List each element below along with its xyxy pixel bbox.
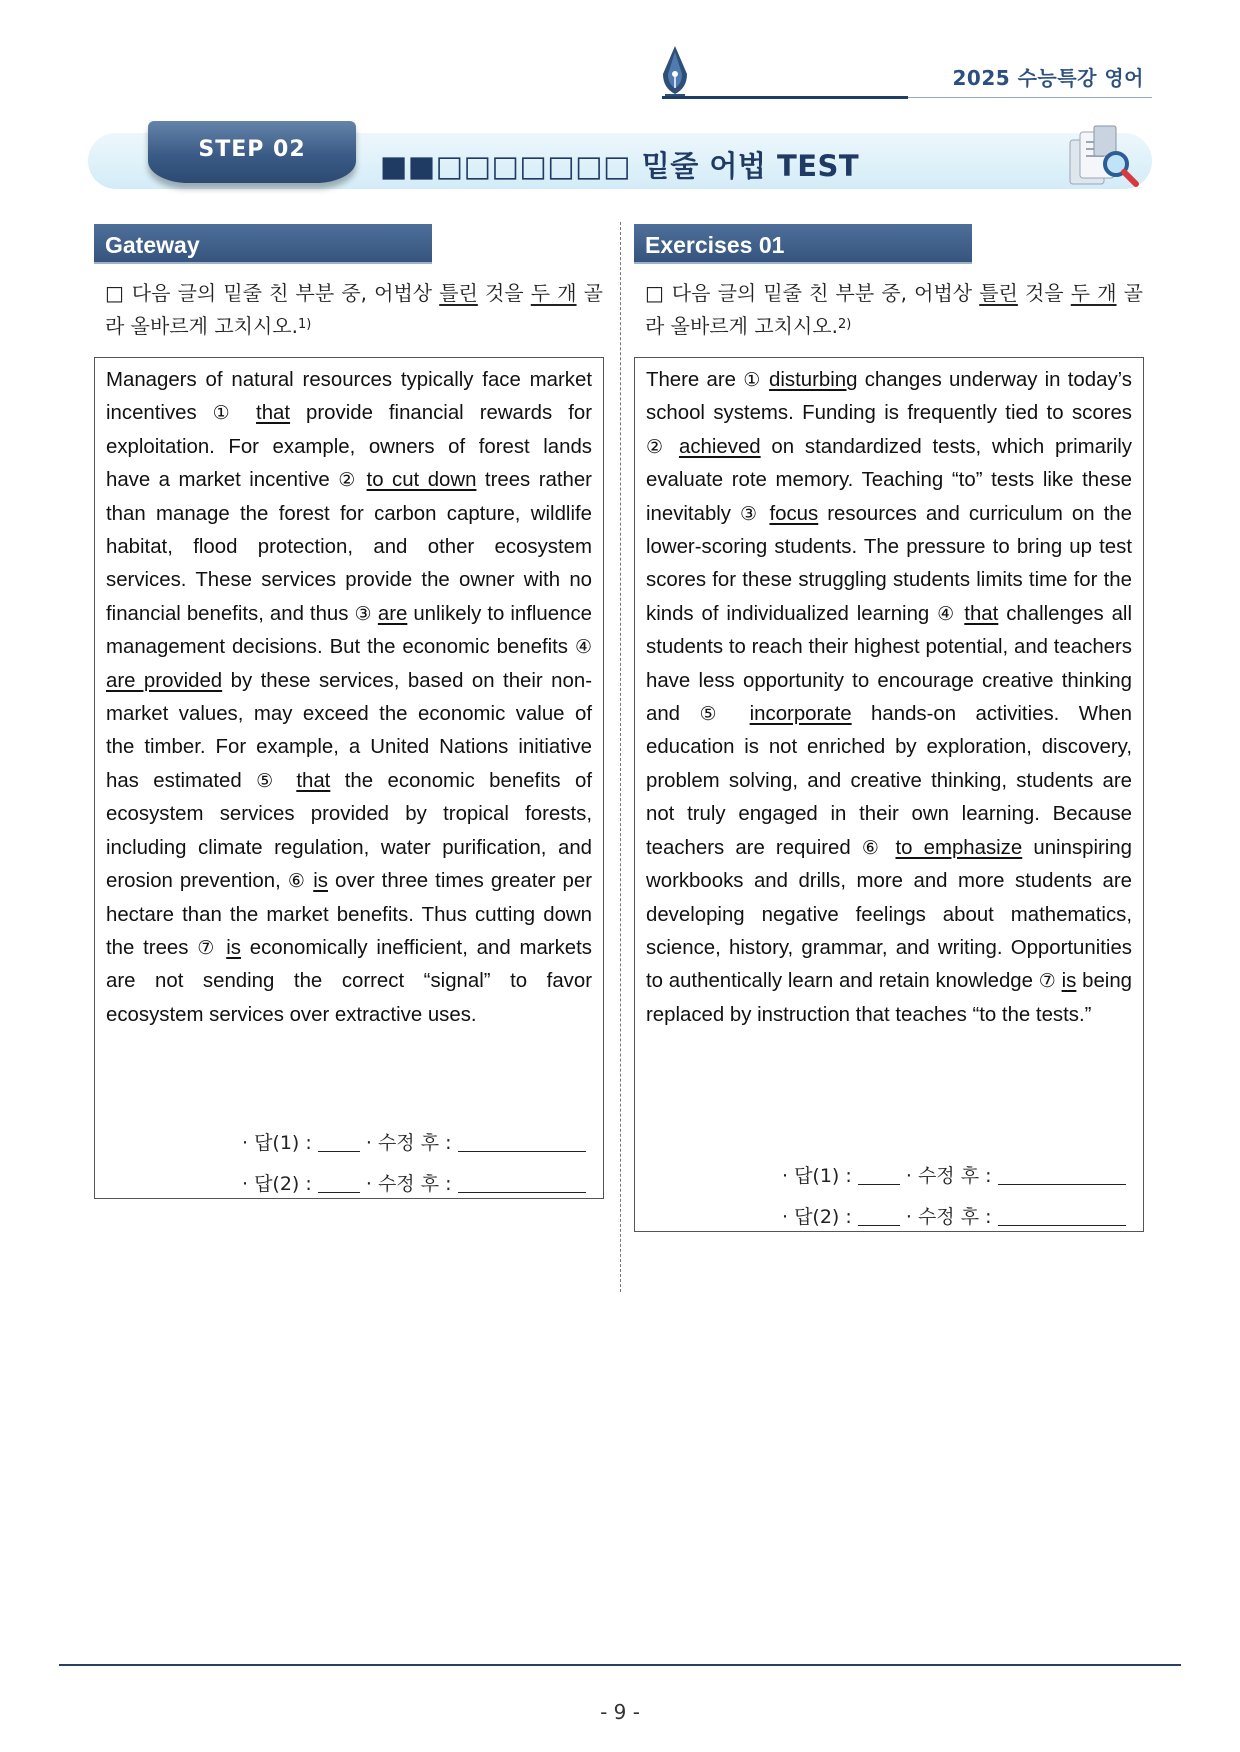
instruction-start: □ 다음 글의 밑줄 친 부분 중, 어법상	[105, 281, 440, 305]
passage-text: There are	[646, 369, 744, 391]
instruction-end: 골라 올바르게 고치시오.	[105, 281, 603, 338]
column-divider	[620, 222, 621, 1292]
instruction-underline-wrong: 틀린	[979, 281, 1018, 305]
underlined-choice-1: that	[256, 402, 291, 425]
passage-text: challenges all students to reach their highest potential, and teachers have less opportunity to encourage creative thinking and	[646, 602, 1132, 726]
fix-blank[interactable]	[998, 1225, 1126, 1226]
passage-text: on standardized tests, which primarily evaluate rote memory. Teaching “to” tests like these inevitably	[646, 435, 1132, 525]
passage-text: being replaced by instruction that teaches “to the tests.”	[646, 970, 1133, 1026]
choice-number: ⑥	[287, 870, 307, 893]
choice-number: ③	[354, 602, 372, 625]
exercises-heading: Exercises 01	[634, 224, 972, 264]
fix-blank[interactable]	[458, 1151, 586, 1152]
underlined-choice-4: are provided	[106, 669, 223, 692]
underlined-choice-6: is	[313, 870, 328, 893]
passage-text: unlikely to influence management decisions. But the economic benefits	[106, 602, 592, 659]
choice-number: ⑤	[699, 703, 731, 726]
choice-number: ④	[937, 602, 957, 625]
underlined-choice-7: is	[226, 936, 241, 959]
underlined-choice-2: to cut down	[366, 469, 477, 492]
fix-label: · 수정 후 :	[359, 1173, 458, 1195]
fix-label: · 수정 후 :	[899, 1206, 998, 1228]
passage-text: trees rather than manage the forest for carbon capture, wildlife habitat, flood protection, and other ecosystem services. These services provide the owner with no financial benefits, and thus	[106, 469, 592, 625]
passage-text: uninspiring workbooks and drills, more and more students are developing negative feelings about mathematics, science, history, grammar, and writing. Opportunities to authentically learn and retain knowledge	[646, 836, 1132, 993]
underlined-choice-2: achieved	[679, 435, 761, 458]
exercises-instruction	[645, 278, 1143, 342]
passage-text: provide financial rewards for exploitation. For example, owners of forest lands have a market incentive	[106, 402, 593, 492]
passage-text: hands-on activities. When education is not enriched by exploration, discovery, problem solving, and creative thinking, students are not truly engaged in their own learning. Because teachers are required	[646, 703, 1132, 859]
underlined-choice-3: are	[377, 602, 408, 625]
answer-label: · 답(2) :	[242, 1173, 318, 1195]
answer-blank[interactable]	[858, 1225, 900, 1226]
instruction-end: 골라 올바르게 고치시오.	[645, 281, 1143, 338]
footer-rule	[59, 1664, 1181, 1666]
gateway-answer-row-1	[242, 1128, 586, 1155]
answer-label: · 답(2) :	[782, 1206, 858, 1228]
documents-magnifier-icon	[1064, 124, 1144, 190]
page-number: - 9 -	[600, 1700, 640, 1724]
choice-number: ①	[743, 369, 762, 391]
fix-blank[interactable]	[458, 1192, 586, 1193]
choice-number: ③	[740, 502, 761, 525]
gateway-passage-box	[94, 357, 604, 1199]
choice-number: ④	[574, 636, 592, 659]
choice-number: ⑦	[197, 936, 218, 959]
gateway-passage	[106, 364, 592, 1032]
passage-text: by these services, based on their non-market values, may exceed the economic value of the timber. For example, a United Nations initiative has estimated	[106, 669, 592, 792]
exercises-passage	[646, 364, 1132, 1032]
answer-blank[interactable]	[318, 1192, 360, 1193]
fix-label: · 수정 후 :	[899, 1165, 998, 1187]
header-rule	[662, 96, 908, 99]
underlined-choice-4: that	[964, 602, 999, 625]
underlined-choice-7: is	[1061, 970, 1077, 993]
choice-number: ⑦	[1038, 970, 1056, 993]
passage-text: resources and curriculum on the lower-scoring students. The pressure to bring up test scores for these struggling students limits time for the kinds of individualized learning	[646, 502, 1132, 625]
fix-blank[interactable]	[998, 1184, 1126, 1185]
underlined-choice-1: disturbing	[769, 369, 858, 391]
passage-text: over three times greater per hectare than the market benefits. Thus cutting down the trees	[106, 870, 592, 959]
instruction-mid: 것을	[477, 281, 531, 305]
footnote-mark: 2)	[837, 317, 852, 332]
pen-nib-logo-icon	[660, 44, 690, 100]
instruction-underline-two: 두 개	[1070, 281, 1117, 305]
underlined-choice-5: incorporate	[749, 703, 852, 726]
passage-text: the economic benefits of ecosystem services provided by tropical forests, including climate regulation, water purification, and erosion prevention,	[106, 769, 593, 893]
choice-number: ⑥	[861, 836, 885, 859]
gateway-heading: Gateway	[94, 224, 432, 264]
fix-label: · 수정 후 :	[359, 1132, 458, 1154]
gateway-instruction	[105, 278, 603, 342]
instruction-underline-wrong: 틀린	[439, 281, 478, 305]
passage-text: changes underway in today’s school systems. Funding is frequently tied to scores	[646, 369, 1132, 425]
instruction-start: □ 다음 글의 밑줄 친 부분 중, 어법상	[645, 281, 980, 305]
choice-number: ①	[212, 402, 241, 425]
answer-label: · 답(1) :	[782, 1165, 858, 1187]
header-rule-light	[908, 97, 1152, 98]
step-label: STEP 02	[198, 137, 306, 162]
underlined-choice-6: to emphasize	[895, 836, 1023, 859]
exercises-answer-row-2	[782, 1202, 1126, 1229]
instruction-underline-two: 두 개	[530, 281, 577, 305]
footnote-mark: 1)	[297, 317, 312, 332]
banner-title: ■■□□□□□□□ 밑줄 어법 TEST	[380, 149, 860, 183]
instruction-mid: 것을	[1017, 281, 1071, 305]
underlined-choice-5: that	[296, 769, 331, 792]
exercises-answer-row-1	[782, 1161, 1126, 1188]
choice-number: ②	[646, 435, 669, 458]
answer-blank[interactable]	[318, 1151, 360, 1152]
exercises-passage-box	[634, 357, 1144, 1232]
answer-blank[interactable]	[858, 1184, 900, 1185]
gateway-answer-row-2	[242, 1169, 586, 1196]
answer-label: · 답(1) :	[242, 1132, 318, 1154]
header-title: 2025 수능특강 영어	[952, 66, 1144, 90]
step-tab	[148, 121, 356, 183]
underlined-choice-3: focus	[769, 502, 819, 525]
passage-text: economically inefficient, and markets are not sending the correct “signal” to favor ecosystem services over extractive uses.	[106, 936, 592, 1026]
passage-text: Managers of natural resources typically face market incentives	[106, 369, 592, 425]
choice-number: ⑤	[256, 769, 282, 792]
choice-number: ②	[338, 469, 359, 492]
